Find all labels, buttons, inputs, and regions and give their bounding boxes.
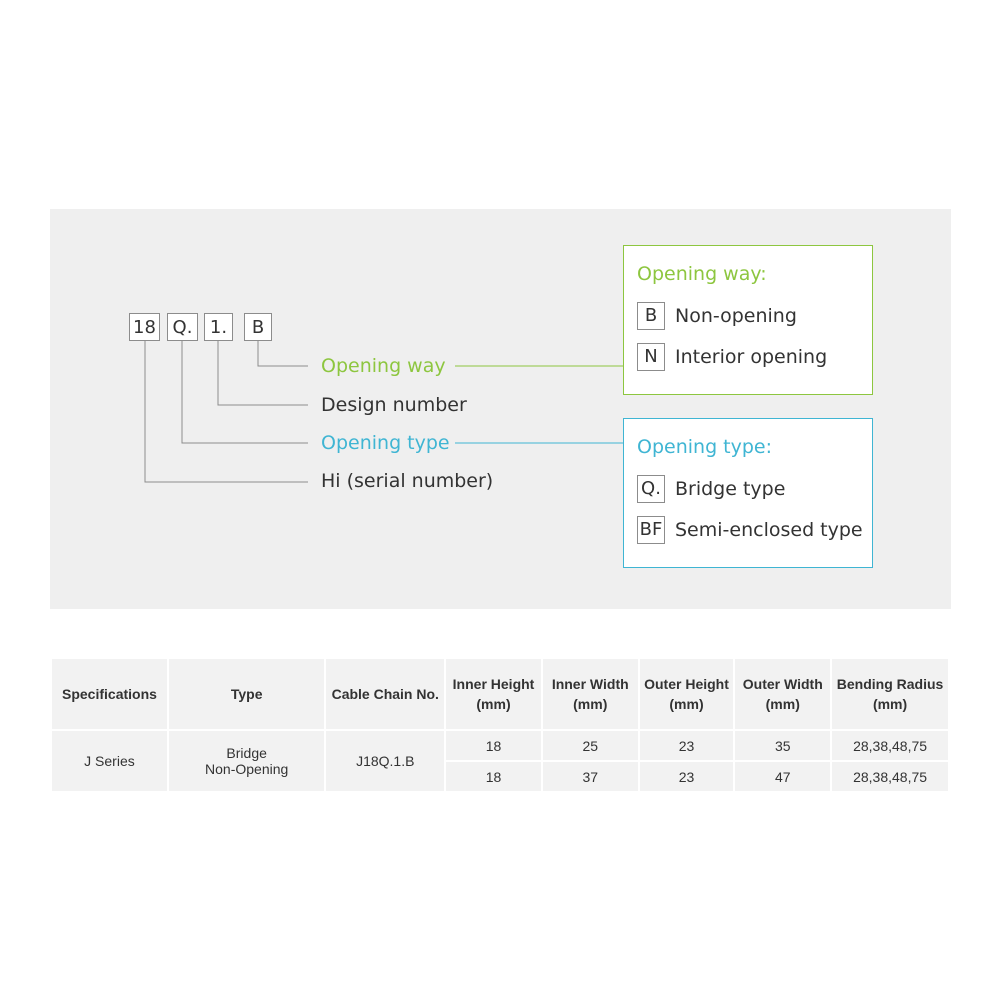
- table-header: Outer Height (mm): [639, 658, 735, 730]
- cell-type-line2: Non-Opening: [205, 761, 289, 777]
- label-design-number: Design number: [321, 394, 467, 416]
- legend-item: [637, 515, 863, 545]
- table-header: Cable Chain No.: [325, 658, 445, 730]
- cell-outer-width: 35: [734, 730, 831, 761]
- cell-bending-radius: 28,38,48,75: [831, 730, 949, 761]
- code-part-design-number: 1.: [204, 313, 233, 341]
- legend-key: B: [637, 302, 665, 330]
- cell-inner-height: 18: [445, 761, 542, 792]
- legend-key: N: [637, 343, 665, 371]
- legend-opening-type-title: Opening type:: [637, 436, 773, 458]
- line-serial: [145, 341, 308, 482]
- label-opening-way: Opening way: [321, 355, 446, 377]
- table-header: Inner Height (mm): [445, 658, 542, 730]
- cell-outer-width: 47: [734, 761, 831, 792]
- line-opening-type: [182, 341, 308, 443]
- cell-outer-height: 23: [639, 730, 735, 761]
- code-part-opening-way: B: [244, 313, 272, 341]
- spec-table: [50, 657, 950, 793]
- line-design-number: [218, 341, 308, 405]
- legend-value: Interior opening: [675, 346, 828, 368]
- legend-key: BF: [637, 516, 665, 544]
- label-serial-number: Hi (serial number): [321, 470, 494, 492]
- cell-outer-height: 23: [639, 761, 735, 792]
- legend-opening-type: [623, 418, 873, 568]
- line-opening-way: [258, 341, 308, 366]
- legend-value: Semi-enclosed type: [675, 519, 863, 541]
- code-part-opening-type: Q.: [167, 313, 198, 341]
- legend-key: Q.: [637, 475, 665, 503]
- table-row: [51, 730, 949, 761]
- legend-item: [637, 342, 827, 372]
- cell-inner-height: 18: [445, 730, 542, 761]
- table-header: Inner Width (mm): [542, 658, 639, 730]
- legend-item: [637, 474, 785, 504]
- legend-opening-way: [623, 245, 873, 395]
- cell-type: [168, 730, 325, 792]
- code-part-serial: 18: [129, 313, 160, 341]
- table-header: Type: [168, 658, 325, 730]
- table-header-row: [51, 658, 949, 730]
- cell-bending-radius: 28,38,48,75: [831, 761, 949, 792]
- table-header: Outer Width (mm): [734, 658, 831, 730]
- cell-spec: J Series: [51, 730, 168, 792]
- table-header: Specifications: [51, 658, 168, 730]
- legend-value: Non-opening: [675, 305, 797, 327]
- cell-type-line1: Bridge: [226, 745, 267, 761]
- cell-chain-no: J18Q.1.B: [325, 730, 445, 792]
- legend-value: Bridge type: [675, 478, 786, 500]
- legend-opening-way-title: Opening way:: [637, 263, 767, 285]
- cell-inner-width: 25: [542, 730, 639, 761]
- legend-item: [637, 301, 797, 331]
- table-header: Bending Radius (mm): [831, 658, 949, 730]
- label-opening-type: Opening type: [321, 432, 450, 454]
- cell-inner-width: 37: [542, 761, 639, 792]
